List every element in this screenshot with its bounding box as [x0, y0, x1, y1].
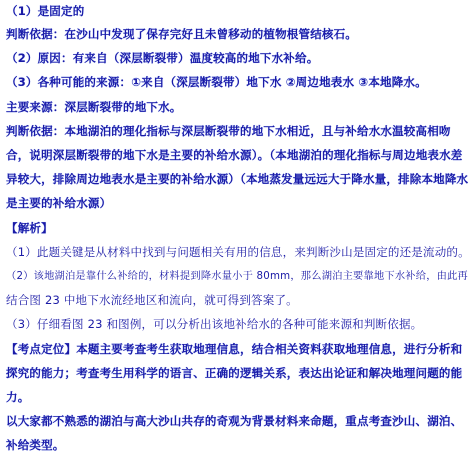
answer-3-main-source: 主要来源：深层断裂带的地下水。 — [6, 100, 182, 114]
analysis-heading: 【解析】 — [6, 221, 53, 235]
analysis-3: （3）仔细看图 23 和图例，可以分析出该地补给水的各种可能来源和判断依据。 — [6, 317, 423, 331]
answer-3-sources: （3）各种可能的来源：①来自（深层断裂带）地下水 ②周边地表水 ③本地降水。 — [6, 75, 427, 89]
key-point-line-2: 探究的能力；考查考生用科学的语言、正确的逻辑关系，表达出论证和解决地理问题的能 — [6, 366, 463, 380]
answer-1-basis: 判断依据：在沙山中发现了保存完好且未曾移动的植物根管结核石。 — [6, 27, 357, 41]
answer-3-basis-line-3: 异较大，排除周边地表水是主要的补给水源）（本地蒸发量远远大于降水量，排除本地降水 — [6, 172, 469, 186]
answer-3-basis-line-4: 是主要的补给水源） — [6, 196, 112, 210]
analysis-2-line-1: （2）该地湖泊是靠什么补给的，材料提到降水量小于 80mm，那么湖泊主要靠地下水补给，由此再 — [6, 270, 468, 282]
summary-line-2: 补给类型。 — [6, 438, 65, 452]
summary-line-1: 以大家都不熟悉的湖泊与高大沙山共存的奇观为背景材料来命题，重点考查沙山、湖泊、 — [6, 414, 463, 428]
analysis-2-line-2: 结合图 23 中地下水流经地区和流向，就可得到答案了。 — [6, 293, 298, 307]
answer-1-heading: （1）是固定的 — [6, 4, 85, 18]
answer-3-basis-line-2: 合，说明深层断裂带的地下水是主要的补给水源）。（本地湖泊的理化指标与周边地表水差 — [6, 148, 463, 162]
key-point-line-3: 力。 — [6, 390, 30, 404]
analysis-1: （1）此题关键是从材料中找到与问题相关有用的信息，来判断沙山是固定的还是流动的。 — [6, 245, 470, 259]
key-point-line-1: 【考点定位】本题主要考查考生获取地理信息，结合相关资料获取地理信息，进行分析和 — [6, 342, 463, 356]
answer-3-basis-line-1: 判断依据：本地湖泊的理化指标与深层断裂带的地下水相近，且与补给水水温较高相吻 — [6, 124, 451, 138]
answer-2-reason: （2）原因：有来自（深层断裂带）温度较高的地下水补给。 — [6, 51, 319, 65]
